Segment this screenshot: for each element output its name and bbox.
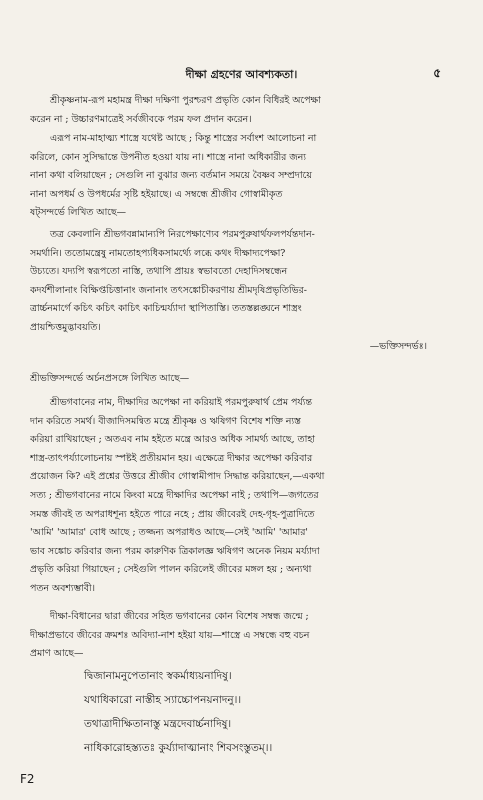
verse-line: দ্বিজানামনুপেতানাং স্বকর্মাধ্যয়নাদিষু। [84,670,232,682]
text-line: প্রায়শ্চিত্তমুদ্ভাবয়তি। [30,321,101,333]
text-line: সমর্থানি। ততোমন্ত্রেষু নামতোহপ্যধিকসামর্থ্যে লব্ধে কথং দীক্ষাদ্যপেক্ষা? [30,247,286,259]
text-line: দীক্ষাপ্রভাবে জীবের ক্রমশঃ অবিদ্যা-নাশ হইয়া যায়—শাস্ত্রে এ সম্বন্ধে বহু বচন [30,629,310,641]
text-line: করিয়া রাখিয়াছেন ; অতএব নাম হইতে মন্ত্রে আরও অধিক সামর্থ্য আছে, তাহা [30,434,315,446]
verse-line: নাধিকারোহস্ত্যতঃ কুর্য্যাদাত্মানাং শিবসংস্তুতম্।। [84,742,273,754]
paragraph-6 [30,608,457,664]
paragraph-2 [30,130,457,223]
text-line: শ্রীভগবানের নাম, দীক্ষাদির অপেক্ষা না করিয়াই পরমপুরুষার্থ প্রেম পর্য্যন্ত [50,397,312,408]
text-line: করেন না ; উচ্চারণমাত্রেই সর্বজীবকে পরম ফল প্রদান করেন। [30,113,252,125]
text-line: নানা কথা বলিয়াছেন ; সেগুলি না বুঝার জন্য বর্তমান সময়ে বৈষ্ণব সম্প্রদায়ে [30,170,312,182]
text-line: প্রমাণ আছে— [30,648,84,660]
paragraph-4 [30,370,457,389]
text-line: ত্রার্চ্চনমার্গে কচিৎ কচিৎ কাচিৎ কাচিন্মর্য্যাদা স্থাপিতাস্তি। ততস্তল্লঙ্ঘনে শাস্ত্রং [30,303,302,315]
verse-line: তথাত্রাদীক্ষিতানাস্তু মন্ত্রদেবার্চ্চনাদিষু। [84,718,232,730]
quote-source [30,338,457,357]
text-line: শ্রীকৃষ্ণনাম-রূপ মহামন্ত্র দীক্ষা দক্ষিণা পুরশ্চরণ প্রভৃতি কোন বিধিরই অপেক্ষা [50,95,321,106]
footer-mark: F2 [20,772,35,786]
text-line: তত্র কেবলানি শ্রীভগবন্নামান্যপি নিরপেক্ষাণ্যেব পরমপুরুষার্থফলপর্যন্তদান- [50,229,315,240]
sanskrit-verse [84,664,453,760]
text-line: নানা অপধর্ম ও উপধর্মের সৃষ্টি হইয়াছে। এ সম্বন্ধে শ্রীজীব গোস্বামীকৃত [30,188,283,200]
text-line: সত্য ; শ্রীভগবানের নামে কিংবা মন্ত্রে দীক্ষাদির অপেক্ষা নাই ; তথাপি—জগতের [30,489,319,501]
text-line: কদর্যশীলানাং বিক্ষিপ্তচিত্তানাং জনানাং তৎসঙ্কোচীকরণায় শ্রীমদৃষিপ্রভৃতিভির- [30,284,307,296]
paragraph-1 [30,92,457,129]
text-line: করিলে, কোন সুসিদ্ধান্তে উপনীত হওয়া যায় না। শাস্ত্রে নানা অধিকারীর জন্য [30,151,306,163]
page-title: দীক্ষা গ্রহণের আবশ্যকতা। [185,68,298,81]
text-line: প্রভৃতি করিয়া গিয়াছেন ; সেইগুলি পালন করিলেই জীবের মঙ্গল হয় ; অন্যথা [30,564,312,576]
text-line: দীক্ষা-বিধানের দ্বারা জীবের সহিত ভগবানের কোন বিশেষ সম্বন্ধ জন্মে ; [50,611,309,622]
page-header [28,66,455,84]
paragraph-5 [30,394,457,599]
source-citation: —ভক্তিসন্দর্ভঃ। [369,341,427,352]
verse-line: যথাধিকারো নাস্তীহ স্যাচ্চোপনয়নাদনু।। [84,694,242,706]
text-line: উচ্যতে। যদ্যপি স্বরূপতো নাস্তি, তথাপি প্রায়ঃ স্বভাবতো দেহাদিসম্বন্ধেন [30,266,288,278]
text-line: এরূপ নাম-মাহাত্ম্য শাস্ত্রে যথেষ্ট আছে ; কিন্তু শাস্ত্রের সর্বাংশ আলোচনা না [50,133,317,144]
text-line: ভাব সঙ্কোচ করিবার জন্য পরম কারুণিক ত্রিকালজ্ঞ ঋষিগণ অনেক নিয়ম মর্য্যাদা [30,545,320,557]
text-line: সমস্ত জীবই ত অপরাধশূন্য হইতে পারে নহে ; প্রায় জীবেরই দেহ-গৃহ-পুত্রাদিতে [30,508,315,520]
text-line: ষট্সন্দর্ভে লিখিত আছে— [30,207,127,219]
text-line: পতন অবশ্যম্ভাবী। [30,582,95,594]
text-line: প্রয়োজন কি? এই প্রশ্নের উত্তরে শ্রীজীব গোস্বামীপাদ সিদ্ধান্ত করিয়াছেন,—একথা [30,471,325,483]
text-line: 'আমি' 'আমার' বোধ আছে ; তজ্জন্য অপরাধও আছে—সেই 'আমি' 'আমার' [30,527,308,539]
text-line: দান করিতে সমর্থ। বীজাদিসমন্বিত মন্ত্রে শ্রীকৃষ্ণ ও ঋষিগণ বিশেষ শক্তি ন্যস্ত [30,415,301,427]
text-line: শ্রীভক্তিসন্দর্ভে অর্চনপ্রসঙ্গে লিখিত আছে— [30,373,190,384]
page-number: ৫ [433,66,441,80]
sanskrit-quote-paragraph [30,226,457,338]
text-line: শাস্ত্র-তাৎপর্য্যালোচনায় স্পষ্টই প্রতীয়মান হয়। এক্ষেত্রে দীক্ষার অপেক্ষা করিবার [30,452,313,464]
